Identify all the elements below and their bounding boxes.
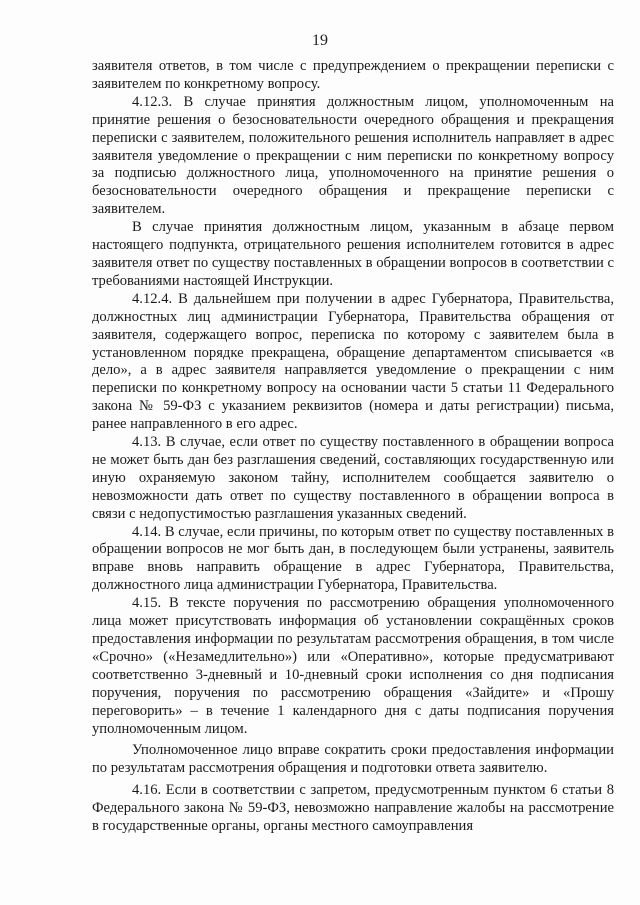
paragraph-5: 4.13. В случае, если ответ по существу поставленного в обращении вопроса не может быть дан без разглашения сведений, составляющих государственную или иную охраняемую законом тайну, исполнителем сообщается заявителю о невозможности дать ответ по существу поставленного в обращении вопроса в связи с недопустимостью разглашения указанных сведений.	[92, 434, 614, 522]
paragraph-7: 4.15. В тексте поручения по рассмотрению обращения уполномоченного лица может присутствовать информация об установлении сокращённых сроков предоставления информации по результатам рассмотрения обращения, в том числе «Срочно» («Незамедлительно») или «Оперативно», которые предусматривают соответственно 3-дневный и 10-дневный сроки исполнения со дня подписания поручения, поручения по рассмотрению обращения «Зайдите» и «Прошу переговорить» – в течение 1 календарного дня с даты подписания поручения уполномоченным лицом.	[92, 595, 614, 737]
paragraph-4: 4.12.4. В дальнейшем при получении в адрес Губернатора, Правительства, должностных лиц администрации Губернатора, Правительства обращения от заявителя, содержащего вопрос, переписка по которому с заявителем была в установленном порядке прекращена, обращение департаментом списывается «в дело», а в адрес заявителя направляется уведомление о прекращении с ним переписки по конкретному вопросу на основании части 5 статьи 11 Федерального закона № 59-ФЗ с указанием реквизитов (номера и даты регистрации) письма, ранее направленного в его адрес.	[92, 290, 614, 433]
paragraph-8: Уполномоченное лицо вправе сократить сроки предоставления информации по результатам рассмотрения обращения и подготовки ответа заявителю.	[92, 742, 614, 777]
paragraph-1: заявителя ответов, в том числе с предупреждением о прекращении переписки с заявителем по конкретному вопросу.	[92, 58, 614, 92]
paragraph-3: В случае принятия должностным лицом, указанным в абзаце первом настоящего подпункта, отрицательного решения исполнителем готовится в адрес заявителя ответ по существу поставленных в обращении вопросов в соответствии с требованиями настоящей Инструкции.	[92, 219, 614, 289]
paragraph-6: 4.14. В случае, если причины, по которым ответ по существу поставленных в обращении вопросов не мог быть дан, в последующем были устранены, заявитель вправе вновь направить обращение в адрес Губернатора, Правительства, должностного лица администрации Губернатора, Правительства.	[92, 523, 614, 594]
paragraph-9: 4.16. Если в соответствии с запретом, предусмотренным пунктом 6 статьи 8 Федерального закона № 59-ФЗ, невозможно направление жалобы на рассмотрение в государственные органы, органы местного самоуправления	[92, 782, 614, 835]
page-number: 19	[312, 32, 328, 49]
paragraph-2: 4.12.3. В случае принятия должностным лицом, уполномоченным на принятие решения о безосновательности очередного обращения и прекращения переписки с заявителем, положительного решения исполнитель направляет в адрес заявителя уведомление о прекращении с ним переписки по конкретному вопросу за подписью должностного лица, уполномоченного на принятие решения о безосновательности очередного обращения и прекращение переписки с заявителем.	[92, 93, 614, 218]
document-body	[92, 58, 614, 836]
